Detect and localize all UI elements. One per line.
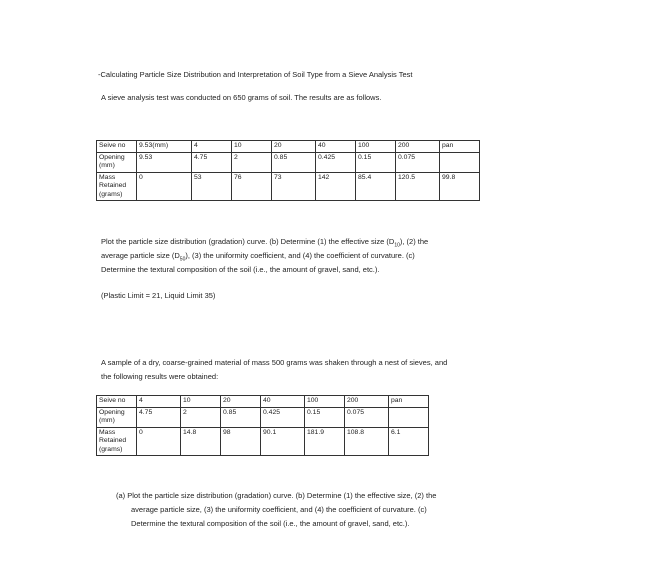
row-label-line: Retained [99,437,127,444]
table-cell: 4.75 [137,407,181,427]
row-label-line: Mass [99,428,116,436]
row-label-line: Retained [99,182,127,189]
table-row [97,172,480,201]
question-1-line-3: Determine the textural composition of the soil (i.e., the amount of gravel, sand, etc.). [101,265,380,274]
table-cell: 40 [261,396,305,408]
row-label-line: Opening [99,408,125,416]
table-cell: pan [389,396,429,408]
table-cell: 0.85 [272,152,316,172]
table-cell: 2 [232,152,272,172]
q1-text-d: ), (3) the uniformity coefficient, and (4) the coefficient of curvature. (c) [185,251,415,260]
intro-2-line-1: A sample of a dry, coarse-grained material of mass 500 grams was shaken through a nest of sieves, and [101,358,448,367]
table-cell: 85.4 [356,172,396,201]
table-cell: 0.425 [316,152,356,172]
table-cell: 142 [316,172,356,201]
table-cell: 0.075 [396,152,440,172]
table-cell: 4 [137,396,181,408]
row-label [97,141,137,153]
table-cell: 181.9 [305,427,345,456]
table-cell: 4.75 [192,152,232,172]
q1-text-c: average particle size (D [101,251,180,260]
table-cell: 0.15 [356,152,396,172]
sieve-table-2 [96,395,429,456]
table-cell: 0.425 [261,407,305,427]
table-row [97,427,429,456]
row-label [97,396,137,408]
table-cell: 0.85 [221,407,261,427]
table-row [97,152,480,172]
question-1-line-1 [101,237,428,247]
row-label-line: (grams) [99,190,123,198]
table-cell: 0.15 [305,407,345,427]
row-label [97,427,137,456]
table-cell: 200 [396,141,440,153]
table-cell: 9.53 [137,152,192,172]
table-cell: 14.8 [181,427,221,456]
row-label-line: (grams) [99,445,123,453]
limits-text: (Plastic Limit = 21, Liquid Limit 35) [101,291,216,300]
table-cell: 0.075 [345,407,389,427]
table-cell: 6.1 [389,427,429,456]
intro-2-line-2: the following results were obtained: [101,372,219,381]
table-cell: 0 [137,427,181,456]
table-cell: 100 [356,141,396,153]
question-2-line-3: Determine the textural composition of the soil (i.e., the amount of gravel, sand, etc.). [131,519,410,528]
table-cell: 200 [345,396,389,408]
table-cell: 40 [316,141,356,153]
sieve-table-1 [96,140,480,201]
table-cell: 9.53(mm) [137,141,192,153]
table-cell [389,407,429,427]
table-cell: 76 [232,172,272,201]
row-label-line: Seive no [99,142,126,149]
question-2-line-2: average particle size, (3) the uniformity coefficient, and (4) the coefficient of curvature. (c) [131,505,427,514]
q1-text-b: ), (2) the [399,237,429,246]
table-cell [440,152,480,172]
table-cell: 73 [272,172,316,201]
table-cell: 53 [192,172,232,201]
table-cell: 2 [181,407,221,427]
document-title: -Calculating Particle Size Distribution and Interpretation of Soil Type from a Sieve Analysis Test [98,70,413,79]
row-label-line: (mm) [99,162,115,169]
q1-text-a: Plot the particle size distribution (gradation) curve. (b) Determine (1) the effective size (D [101,237,395,246]
table-cell: 108.8 [345,427,389,456]
table-cell: 4 [192,141,232,153]
table-row [97,396,429,408]
row-label-line: Mass [99,173,116,181]
table-cell: 20 [272,141,316,153]
table-cell: 20 [221,396,261,408]
row-label-line: Seive no [99,397,126,404]
question-2-line-1: (a) Plot the particle size distribution (gradation) curve. (b) Determine (1) the effective size, (2) the [116,491,437,500]
table-cell: 10 [232,141,272,153]
row-label [97,152,137,172]
table-cell: 90.1 [261,427,305,456]
row-label [97,407,137,427]
table-cell: 120.5 [396,172,440,201]
question-1-line-2 [101,251,415,261]
q1-sub-10: 10 [394,242,400,249]
row-label-line: (mm) [99,417,115,424]
table-cell: pan [440,141,480,153]
row-label-line: Opening [99,153,125,161]
table-cell: 98 [221,427,261,456]
table-cell: 10 [181,396,221,408]
table-row [97,141,480,153]
table-cell: 99.8 [440,172,480,201]
row-label [97,172,137,201]
table-cell: 0 [137,172,192,201]
table-row [97,407,429,427]
table-cell: 100 [305,396,345,408]
intro-text: A sieve analysis test was conducted on 650 grams of soil. The results are as follows. [101,93,382,102]
q1-sub-50: 50 [179,256,186,263]
